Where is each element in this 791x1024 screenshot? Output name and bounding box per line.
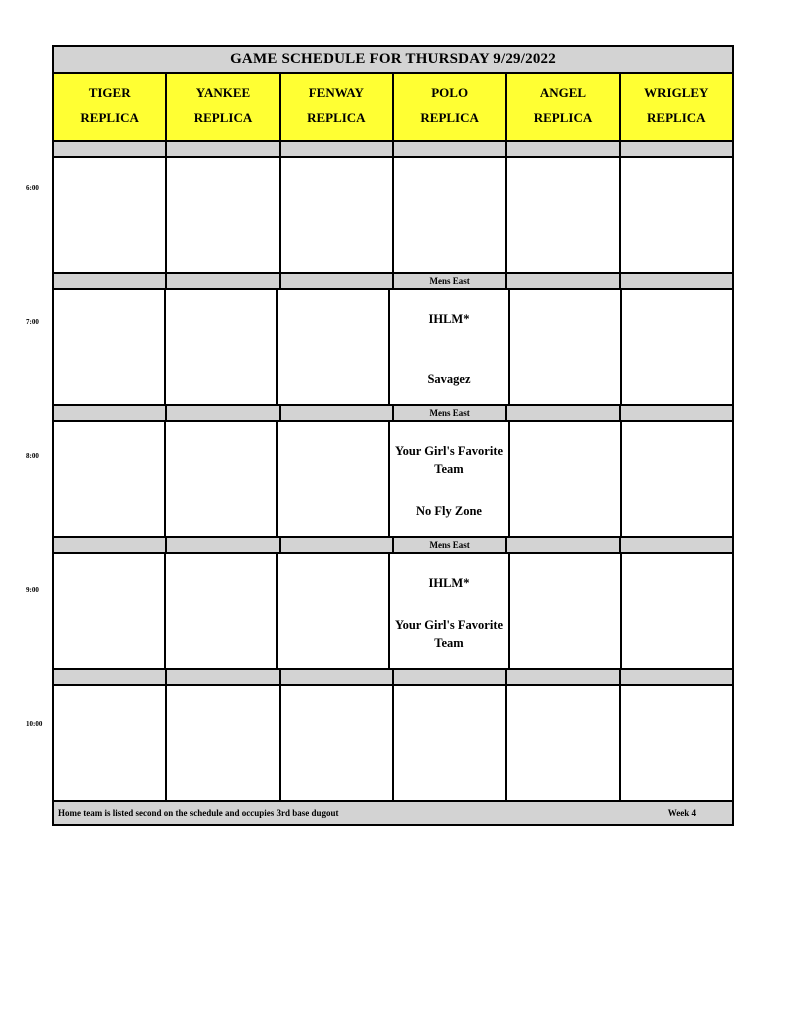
field-name: POLO: [431, 84, 469, 100]
game-cell: [54, 686, 167, 802]
division-row: [54, 670, 732, 686]
game-cell: [621, 686, 732, 802]
division-label: [621, 538, 732, 554]
time-label: 6:00: [26, 184, 39, 192]
field-sub: REPLICA: [193, 109, 253, 125]
game-cell: [278, 290, 390, 406]
division-label: [621, 142, 732, 158]
division-label: [394, 142, 507, 158]
division-label: [281, 274, 394, 290]
field-sub: REPLICA: [647, 109, 706, 125]
game-cell: [281, 686, 394, 802]
field-header-tiger: [54, 74, 167, 142]
division-label: Mens East: [394, 274, 507, 290]
away-team: Your Girl's Favorite Team: [394, 444, 504, 476]
division-label: [507, 406, 620, 422]
game-cell: [278, 554, 390, 670]
division-label: [54, 406, 167, 422]
division-label: [54, 538, 167, 554]
game-cell: [510, 554, 622, 670]
division-row: [54, 406, 732, 422]
schedule-sheet: [52, 45, 734, 826]
division-label: [167, 406, 280, 422]
field-header-row: [54, 74, 732, 142]
home-team-note: Home team is listed second on the schedule and occupies 3rd base dugout: [58, 808, 339, 818]
division-label: [167, 538, 280, 554]
game-cell: [510, 422, 622, 538]
game-cell: [167, 686, 280, 802]
game-cell: [54, 554, 166, 670]
field-sub: REPLICA: [533, 109, 593, 125]
division-label: [281, 538, 394, 554]
division-label: Mens East: [394, 538, 507, 554]
field-name: YANKEE: [195, 84, 251, 100]
game-cell: [621, 158, 732, 274]
division-label: [621, 670, 732, 686]
time-slot-row: [54, 554, 732, 670]
schedule-title: GAME SCHEDULE FOR THURSDAY 9/29/2022: [54, 47, 732, 74]
division-label: [54, 274, 167, 290]
game-cell: [510, 290, 622, 406]
time-label: 7:00: [26, 318, 39, 326]
field-header-polo: [394, 74, 507, 142]
game-cell: [394, 158, 507, 274]
field-header-wrigley: [621, 74, 732, 142]
game-cell: [622, 554, 732, 670]
game-cell: [507, 686, 620, 802]
time-label: 8:00: [26, 452, 39, 460]
game-cell: [54, 422, 166, 538]
game-cell: [278, 422, 390, 538]
game-cell: [54, 290, 166, 406]
division-label: [507, 274, 620, 290]
division-label: [621, 274, 732, 290]
division-label: [54, 142, 167, 158]
division-label: [281, 406, 394, 422]
game-cell: [54, 158, 167, 274]
division-label: [167, 274, 280, 290]
division-row: [54, 274, 732, 290]
game-cell: [166, 554, 278, 670]
away-team: IHLM*: [428, 312, 470, 326]
division-label: [507, 142, 620, 158]
field-sub: REPLICA: [307, 109, 366, 125]
field-header-yankee: [167, 74, 280, 142]
schedule-grid: [54, 142, 732, 802]
field-header-fenway: [281, 74, 394, 142]
game-cell: [390, 422, 510, 538]
field-name: TIGER: [88, 84, 131, 100]
division-label: [394, 670, 507, 686]
division-label: [507, 670, 620, 686]
division-label: [281, 142, 394, 158]
division-label: [281, 670, 394, 686]
game-cell: [166, 422, 278, 538]
game-cell: [507, 158, 620, 274]
game-cell: [394, 686, 507, 802]
game-cell: [622, 290, 732, 406]
time-slot-row: [54, 422, 732, 538]
field-name: FENWAY: [308, 84, 364, 100]
time-label: 9:00: [26, 586, 39, 594]
time-label: 10:00: [26, 720, 43, 728]
away-team: IHLM*: [428, 576, 470, 590]
home-team: Savagez: [427, 372, 471, 386]
field-sub: REPLICA: [420, 109, 479, 125]
time-slot-row: [54, 158, 732, 274]
schedule-footer: [54, 802, 732, 824]
division-label: [167, 142, 280, 158]
game-cell: [390, 554, 510, 670]
division-label: [621, 406, 732, 422]
division-row: [54, 142, 732, 158]
division-label: [167, 670, 280, 686]
field-name: WRIGLEY: [644, 84, 709, 100]
game-cell: [167, 158, 280, 274]
week-label: Week 4: [667, 808, 696, 818]
home-team: Your Girl's Favorite Team: [394, 618, 504, 650]
division-label: Mens East: [394, 406, 507, 422]
division-label: [507, 538, 620, 554]
game-cell: [390, 290, 510, 406]
game-cell: [622, 422, 732, 538]
division-label: [54, 670, 167, 686]
game-cell: [166, 290, 278, 406]
home-team: No Fly Zone: [416, 504, 482, 518]
division-row: [54, 538, 732, 554]
field-sub: REPLICA: [80, 109, 139, 125]
time-slot-row: [54, 290, 732, 406]
game-cell: [281, 158, 394, 274]
field-name: ANGEL: [539, 84, 587, 100]
field-header-angel: [507, 74, 620, 142]
time-slot-row: [54, 686, 732, 802]
